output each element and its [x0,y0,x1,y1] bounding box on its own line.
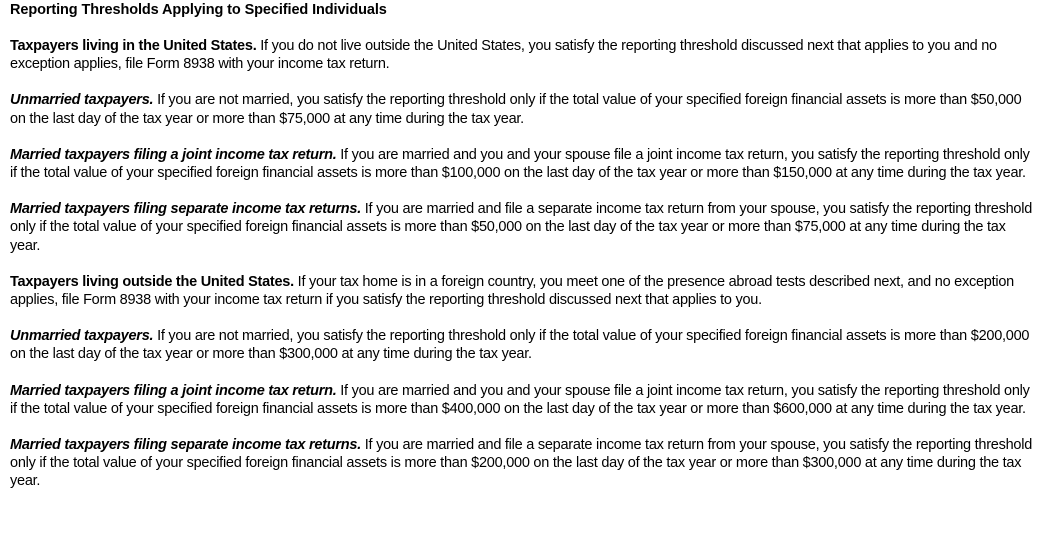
paragraph-text: If you are married and you and your spouse file a joint income tax return, you satisfy the reporting threshold only if the total value of your specified foreign financial assets is more than $400,000 on the last day of the tax year or more than $600,000 at any time during the tax year. [10,382,1030,417]
paragraph-heading: Married taxpayers filing a joint income tax return. [10,146,337,163]
paragraph-text: If you do not live outside the United States, you satisfy the reporting threshold discussed next that applies to you and no exception applies, file Form 8938 with your income tax return. [10,38,997,73]
paragraph-abroad-residents [10,273,1039,309]
paragraph-abroad-married-separate [10,436,1039,491]
paragraph-heading: Unmarried taxpayers. [10,92,154,109]
paragraph-heading: Married taxpayers filing separate income tax returns. [10,201,361,218]
paragraph-text: If you are married and file a separate income tax return from your spouse, you satisfy the reporting threshold only if the total value of your specified foreign financial assets is more than $50,000 on the last day of the tax year or more than $75,000 at any time during the tax year. [10,201,1033,254]
paragraph-text: If you are married and you and your spouse file a joint income tax return, you satisfy the reporting threshold only if the total value of your specified foreign financial assets is more than $100,000 on the last day of the tax year or more than $150,000 at any time during the tax year. [10,146,1030,182]
paragraph-us-unmarried [10,91,1039,127]
paragraph-text: If you are not married, you satisfy the reporting threshold only if the total value of your specified foreign financial assets is more than $200,000 on the last day of the tax year or more than $300,000 at any time during the tax year. [10,328,1030,363]
paragraph-us-married-joint [10,146,1039,182]
paragraph-text: If you are married and file a separate income tax return from your spouse, you satisfy the reporting threshold only if the total value of your specified foreign financial assets is more than $200,000 on the last day of the tax year or more than $300,000 at any time during the tax year. [10,437,1033,490]
paragraph-abroad-married-joint [10,382,1039,418]
paragraph-us-married-separate [10,200,1039,255]
paragraph-heading: Unmarried taxpayers. [10,328,154,345]
paragraph-heading: Married taxpayers filing a joint income tax return. [10,382,337,399]
paragraph-text: If you are not married, you satisfy the reporting threshold only if the total value of your specified foreign financial assets is more than $50,000 on the last day of the tax year or more than $75,000 at any time during the tax year. [10,92,1022,127]
paragraph-heading: Taxpayers living in the United States. [10,38,257,54]
paragraph-heading: Taxpayers living outside the United States. [10,273,294,290]
page-title: Reporting Thresholds Applying to Specified Individuals [10,2,387,18]
paragraph-abroad-unmarried [10,327,1039,363]
paragraph-text: If your tax home is in a foreign country, you meet one of the presence abroad tests described next, and no exception applies, file Form 8938 with your income tax return if you satisfy the reporting threshold discussed next that applies to you. [10,273,1014,309]
paragraph-heading: Married taxpayers filing separate income tax returns. [10,437,361,454]
paragraph-us-residents [10,37,1039,73]
